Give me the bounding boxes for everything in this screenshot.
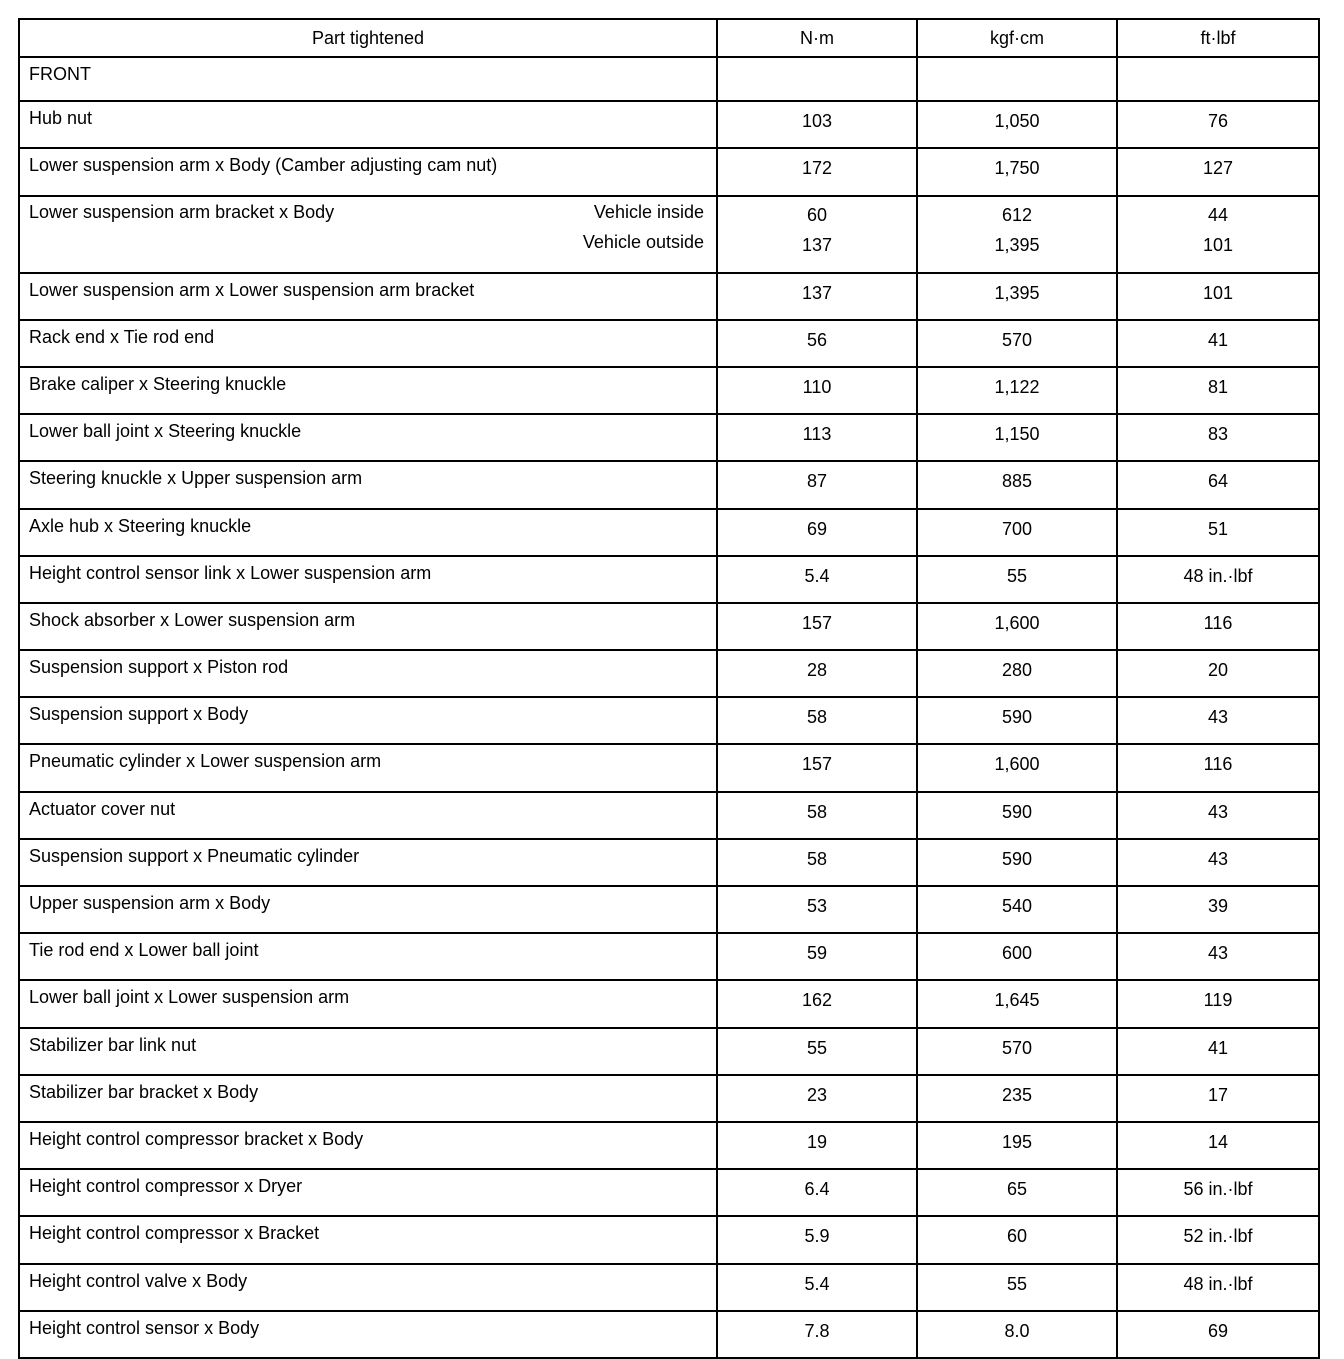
kgf-cell: 235: [917, 1075, 1117, 1122]
kgf-cell: 55: [917, 556, 1117, 603]
kgf-cell: 1,645: [917, 980, 1117, 1027]
empty-cell: [717, 57, 917, 101]
part-cell: Lower suspension arm x Lower suspension arm bracket: [19, 273, 717, 320]
part-cell: Hub nut: [19, 101, 717, 148]
nm-cell: 137: [717, 273, 917, 320]
empty-cell: [1117, 57, 1319, 101]
header-ft: ft·lbf: [1117, 19, 1319, 57]
kgf-cell: 1,395: [917, 273, 1117, 320]
nm-outside: 137: [801, 234, 833, 255]
part-cell: Lower suspension arm x Body (Camber adjusting cam nut): [19, 148, 717, 195]
part-cell: Rack end x Tie rod end: [19, 320, 717, 367]
part-main-label: Lower suspension arm bracket x Body: [29, 201, 335, 222]
nm-cell: 157: [717, 603, 917, 650]
empty-cell: [917, 57, 1117, 101]
nm-cell: 6.4: [717, 1169, 917, 1216]
nm-cell: 58: [717, 839, 917, 886]
ft-inside: 44: [1207, 204, 1229, 225]
nm-cell: 162: [717, 980, 917, 1027]
table-row: [19, 556, 1319, 603]
sub-label-inside: Vehicle inside: [593, 201, 704, 222]
table-row: [19, 1122, 1319, 1169]
table-row-split: [19, 196, 1319, 273]
table-row: [19, 509, 1319, 556]
kgf-outside: 1,395: [994, 234, 1040, 255]
part-cell: Suspension support x Body: [19, 697, 717, 744]
ft-cell: 41: [1117, 320, 1319, 367]
nm-inside: 60: [806, 204, 828, 225]
kgf-cell: 570: [917, 320, 1117, 367]
ft-cell: [1117, 196, 1319, 273]
nm-cell: 69: [717, 509, 917, 556]
kgf-cell: 1,050: [917, 101, 1117, 148]
kgf-inside: 612: [1001, 204, 1033, 225]
ft-cell: 43: [1117, 839, 1319, 886]
nm-cell: 172: [717, 148, 917, 195]
ft-cell: 43: [1117, 933, 1319, 980]
kgf-cell: 8.0: [917, 1311, 1117, 1358]
kgf-cell: 1,150: [917, 414, 1117, 461]
part-cell: Height control compressor bracket x Body: [19, 1122, 717, 1169]
part-cell: Axle hub x Steering knuckle: [19, 509, 717, 556]
ft-cell: 14: [1117, 1122, 1319, 1169]
table-row: [19, 603, 1319, 650]
nm-cell: 55: [717, 1028, 917, 1075]
kgf-cell: 1,600: [917, 744, 1117, 791]
ft-cell: 51: [1117, 509, 1319, 556]
nm-cell: 23: [717, 1075, 917, 1122]
part-sub-labels: [583, 197, 704, 257]
table-row: [19, 839, 1319, 886]
part-cell: Shock absorber x Lower suspension arm: [19, 603, 717, 650]
nm-cell: 157: [717, 744, 917, 791]
section-label: FRONT: [19, 57, 717, 101]
header-kgf: kgf·cm: [917, 19, 1117, 57]
part-cell: Pneumatic cylinder x Lower suspension arm: [19, 744, 717, 791]
nm-cell: 58: [717, 792, 917, 839]
table-row: [19, 792, 1319, 839]
nm-cell: 113: [717, 414, 917, 461]
kgf-cell: 55: [917, 1264, 1117, 1311]
nm-cell: 5.4: [717, 1264, 917, 1311]
header-nm: N·m: [717, 19, 917, 57]
nm-cell: 58: [717, 697, 917, 744]
kgf-cell: 60: [917, 1216, 1117, 1263]
ft-cell: 17: [1117, 1075, 1319, 1122]
nm-cell: 53: [717, 886, 917, 933]
ft-cell: 81: [1117, 367, 1319, 414]
part-cell: Height control valve x Body: [19, 1264, 717, 1311]
kgf-cell: 700: [917, 509, 1117, 556]
table-row: [19, 1311, 1319, 1358]
table-row: [19, 461, 1319, 508]
ft-cell: 101: [1117, 273, 1319, 320]
ft-cell: 52 in.·lbf: [1117, 1216, 1319, 1263]
part-cell: Actuator cover nut: [19, 792, 717, 839]
part-cell: Stabilizer bar bracket x Body: [19, 1075, 717, 1122]
table-row: [19, 980, 1319, 1027]
table-row: [19, 414, 1319, 461]
kgf-cell: 590: [917, 792, 1117, 839]
part-cell: Height control sensor link x Lower suspension arm: [19, 556, 717, 603]
table-row: [19, 101, 1319, 148]
part-cell: Steering knuckle x Upper suspension arm: [19, 461, 717, 508]
header-part: Part tightened: [19, 19, 717, 57]
part-cell: Upper suspension arm x Body: [19, 886, 717, 933]
table-row: [19, 367, 1319, 414]
nm-cell: [717, 196, 917, 273]
ft-cell: 119: [1117, 980, 1319, 1027]
kgf-cell: 1,750: [917, 148, 1117, 195]
nm-cell: 19: [717, 1122, 917, 1169]
part-cell: [19, 196, 717, 273]
section-row-front: [19, 57, 1319, 101]
table-row: [19, 650, 1319, 697]
ft-cell: 69: [1117, 1311, 1319, 1358]
part-cell: Height control sensor x Body: [19, 1311, 717, 1358]
nm-cell: 56: [717, 320, 917, 367]
kgf-cell: [917, 196, 1117, 273]
part-cell: Brake caliper x Steering knuckle: [19, 367, 717, 414]
part-cell: Lower ball joint x Steering knuckle: [19, 414, 717, 461]
kgf-cell: 590: [917, 697, 1117, 744]
ft-cell: 116: [1117, 603, 1319, 650]
ft-cell: 83: [1117, 414, 1319, 461]
ft-cell: 56 in.·lbf: [1117, 1169, 1319, 1216]
ft-cell: 39: [1117, 886, 1319, 933]
table-row: [19, 1216, 1319, 1263]
table-row: [19, 1075, 1319, 1122]
table-row: [19, 886, 1319, 933]
part-cell: Tie rod end x Lower ball joint: [19, 933, 717, 980]
kgf-cell: 280: [917, 650, 1117, 697]
table-row: [19, 1264, 1319, 1311]
part-cell: Lower ball joint x Lower suspension arm: [19, 980, 717, 1027]
torque-spec-table: [18, 18, 1320, 1359]
ft-cell: 64: [1117, 461, 1319, 508]
nm-cell: 28: [717, 650, 917, 697]
table-row: [19, 148, 1319, 195]
kgf-cell: 570: [917, 1028, 1117, 1075]
ft-cell: 48 in.·lbf: [1117, 556, 1319, 603]
nm-cell: 110: [717, 367, 917, 414]
ft-cell: 41: [1117, 1028, 1319, 1075]
kgf-cell: 600: [917, 933, 1117, 980]
kgf-cell: 885: [917, 461, 1117, 508]
nm-cell: 5.9: [717, 1216, 917, 1263]
table-row: [19, 697, 1319, 744]
nm-cell: 5.4: [717, 556, 917, 603]
kgf-cell: 65: [917, 1169, 1117, 1216]
nm-cell: 103: [717, 101, 917, 148]
ft-cell: 20: [1117, 650, 1319, 697]
part-cell: Height control compressor x Bracket: [19, 1216, 717, 1263]
kgf-cell: 590: [917, 839, 1117, 886]
ft-cell: 127: [1117, 148, 1319, 195]
nm-cell: 59: [717, 933, 917, 980]
table-row: [19, 933, 1319, 980]
nm-cell: 87: [717, 461, 917, 508]
table-row: [19, 744, 1319, 791]
table-row: [19, 1169, 1319, 1216]
ft-cell: 76: [1117, 101, 1319, 148]
kgf-cell: 1,122: [917, 367, 1117, 414]
nm-cell: 7.8: [717, 1311, 917, 1358]
part-cell: Suspension support x Pneumatic cylinder: [19, 839, 717, 886]
part-cell: Height control compressor x Dryer: [19, 1169, 717, 1216]
ft-cell: 43: [1117, 792, 1319, 839]
part-cell: Suspension support x Piston rod: [19, 650, 717, 697]
header-row: [19, 19, 1319, 57]
ft-cell: 116: [1117, 744, 1319, 791]
sub-label-outside: Vehicle outside: [582, 231, 704, 252]
kgf-cell: 540: [917, 886, 1117, 933]
part-cell: Stabilizer bar link nut: [19, 1028, 717, 1075]
kgf-cell: 195: [917, 1122, 1117, 1169]
table-row: [19, 320, 1319, 367]
kgf-cell: 1,600: [917, 603, 1117, 650]
ft-cell: 43: [1117, 697, 1319, 744]
table-row: [19, 1028, 1319, 1075]
table-row: [19, 273, 1319, 320]
ft-cell: 48 in.·lbf: [1117, 1264, 1319, 1311]
ft-outside: 101: [1202, 234, 1234, 255]
